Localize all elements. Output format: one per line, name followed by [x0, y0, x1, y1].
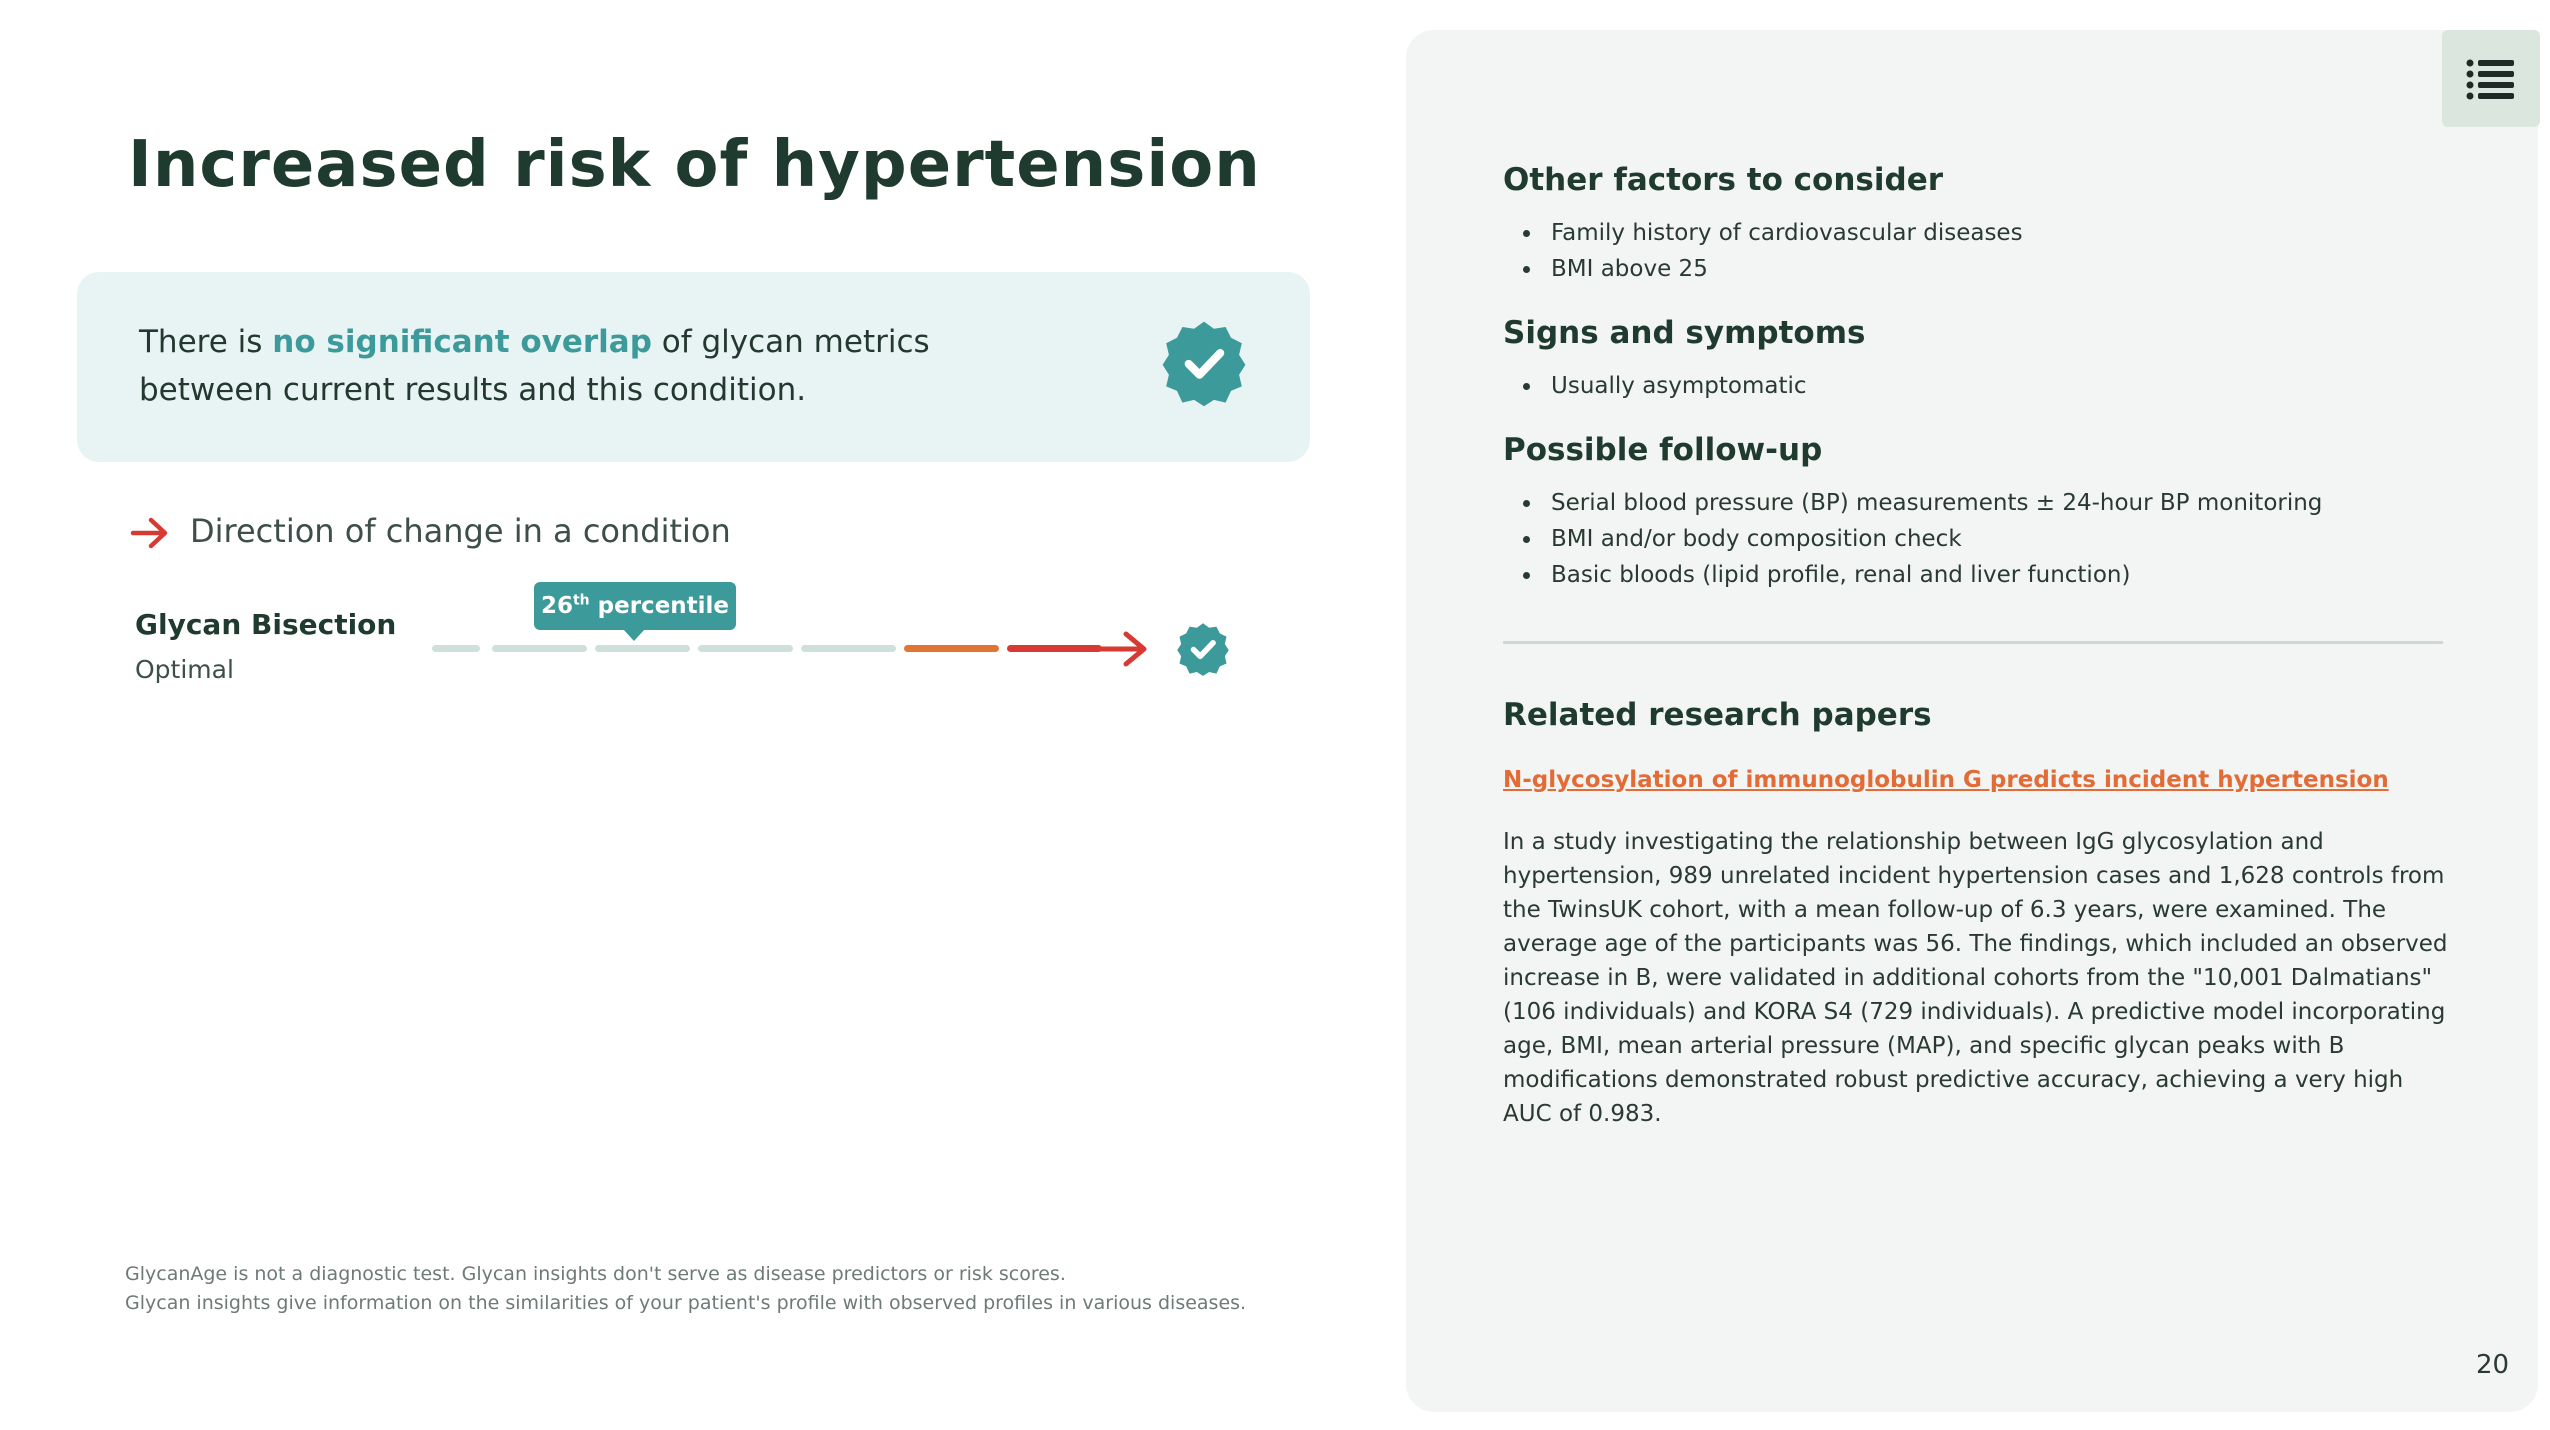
- list-menu-icon: [2466, 56, 2516, 100]
- callout-suffix: of glycan metrics between current results and this condition.: [139, 324, 930, 408]
- bar-segment: [904, 645, 999, 652]
- other-factors-list: [1503, 215, 2023, 287]
- percentile-value: 26: [540, 593, 573, 619]
- callout-highlight: no significant overlap: [272, 324, 652, 360]
- list-item: Family history of cardiovascular diseases: [1503, 215, 2023, 251]
- list-item: BMI above 25: [1503, 251, 2023, 287]
- verified-badge-icon: [1159, 318, 1249, 408]
- callout-prefix: There is: [139, 324, 273, 360]
- bar-segment: [1007, 645, 1102, 652]
- list-item: Serial blood pressure (BP) measurements ± 24-hour BP monitoring: [1503, 485, 2322, 521]
- disclaimer-line-2: Glycan insights give information on the similarities of your patient's profile with observed profiles in various diseases.: [125, 1292, 1247, 1314]
- bar-segment: [595, 645, 690, 652]
- followup-list: [1503, 485, 2322, 593]
- signs-heading: Signs and symptoms: [1503, 315, 1866, 351]
- risk-direction-arrow-icon: [1094, 629, 1150, 669]
- research-paper-link[interactable]: N-glycosylation of immunoglobulin G predicts incident hypertension: [1503, 767, 2389, 793]
- signs-list: [1503, 368, 1807, 404]
- disclaimer: [125, 1260, 1325, 1318]
- followup-heading: Possible follow-up: [1503, 432, 1823, 468]
- bar-segment: [492, 645, 587, 652]
- percentile-tooltip: [534, 582, 736, 630]
- metric-name: Glycan Bisection: [135, 608, 397, 641]
- bar-segment: [801, 645, 896, 652]
- disclaimer-line-1: GlycanAge is not a diagnostic test. Glycan insights don't serve as disease predictors or risk scores.: [125, 1263, 1066, 1285]
- overlap-callout: [77, 272, 1310, 462]
- bar-segment: [432, 645, 480, 652]
- list-item: BMI and/or body composition check: [1503, 521, 2322, 557]
- research-heading: Related research papers: [1503, 697, 1932, 733]
- bar-segment: [698, 645, 793, 652]
- page-title: Increased risk of hypertension: [128, 128, 1261, 202]
- percentile-suffix: th: [572, 592, 590, 609]
- percentile-bar: [430, 640, 1250, 662]
- list-item: Basic bloods (lipid profile, renal and liver function): [1503, 557, 2322, 593]
- section-divider: [1503, 641, 2443, 644]
- research-summary: In a study investigating the relationship between IgG glycosylation and hypertension, 989 unrelated incident hypertension cases and 1,628 controls from the TwinsUK cohort, with a mean follow-up of 6.3 years, were examined. The average age of the participants was 56. The findings, which included an observed increase in B, were validated in additional cohorts from the "10,001 Dalmatians" (106 individuals) and KORA S4 (729 individuals). A predictive model incorporating age, BMI, mean arterial pressure (MAP), and specific glycan peaks with B modifications demonstrated robust predictive accuracy, achieving a very high AUC of 0.983.: [1503, 829, 2448, 1127]
- legend-label: Direction of change in a condition: [190, 512, 731, 550]
- percentile-label: percentile: [597, 593, 730, 619]
- menu-button[interactable]: [2442, 30, 2540, 127]
- verified-badge-small-icon: [1175, 621, 1231, 677]
- page-number: 20: [2476, 1350, 2510, 1380]
- other-factors-heading: Other factors to consider: [1503, 162, 1944, 198]
- list-item: Usually asymptomatic: [1503, 368, 1807, 404]
- callout-text: [139, 318, 959, 414]
- arrow-right-icon: [130, 516, 170, 550]
- metric-status: Optimal: [135, 655, 234, 684]
